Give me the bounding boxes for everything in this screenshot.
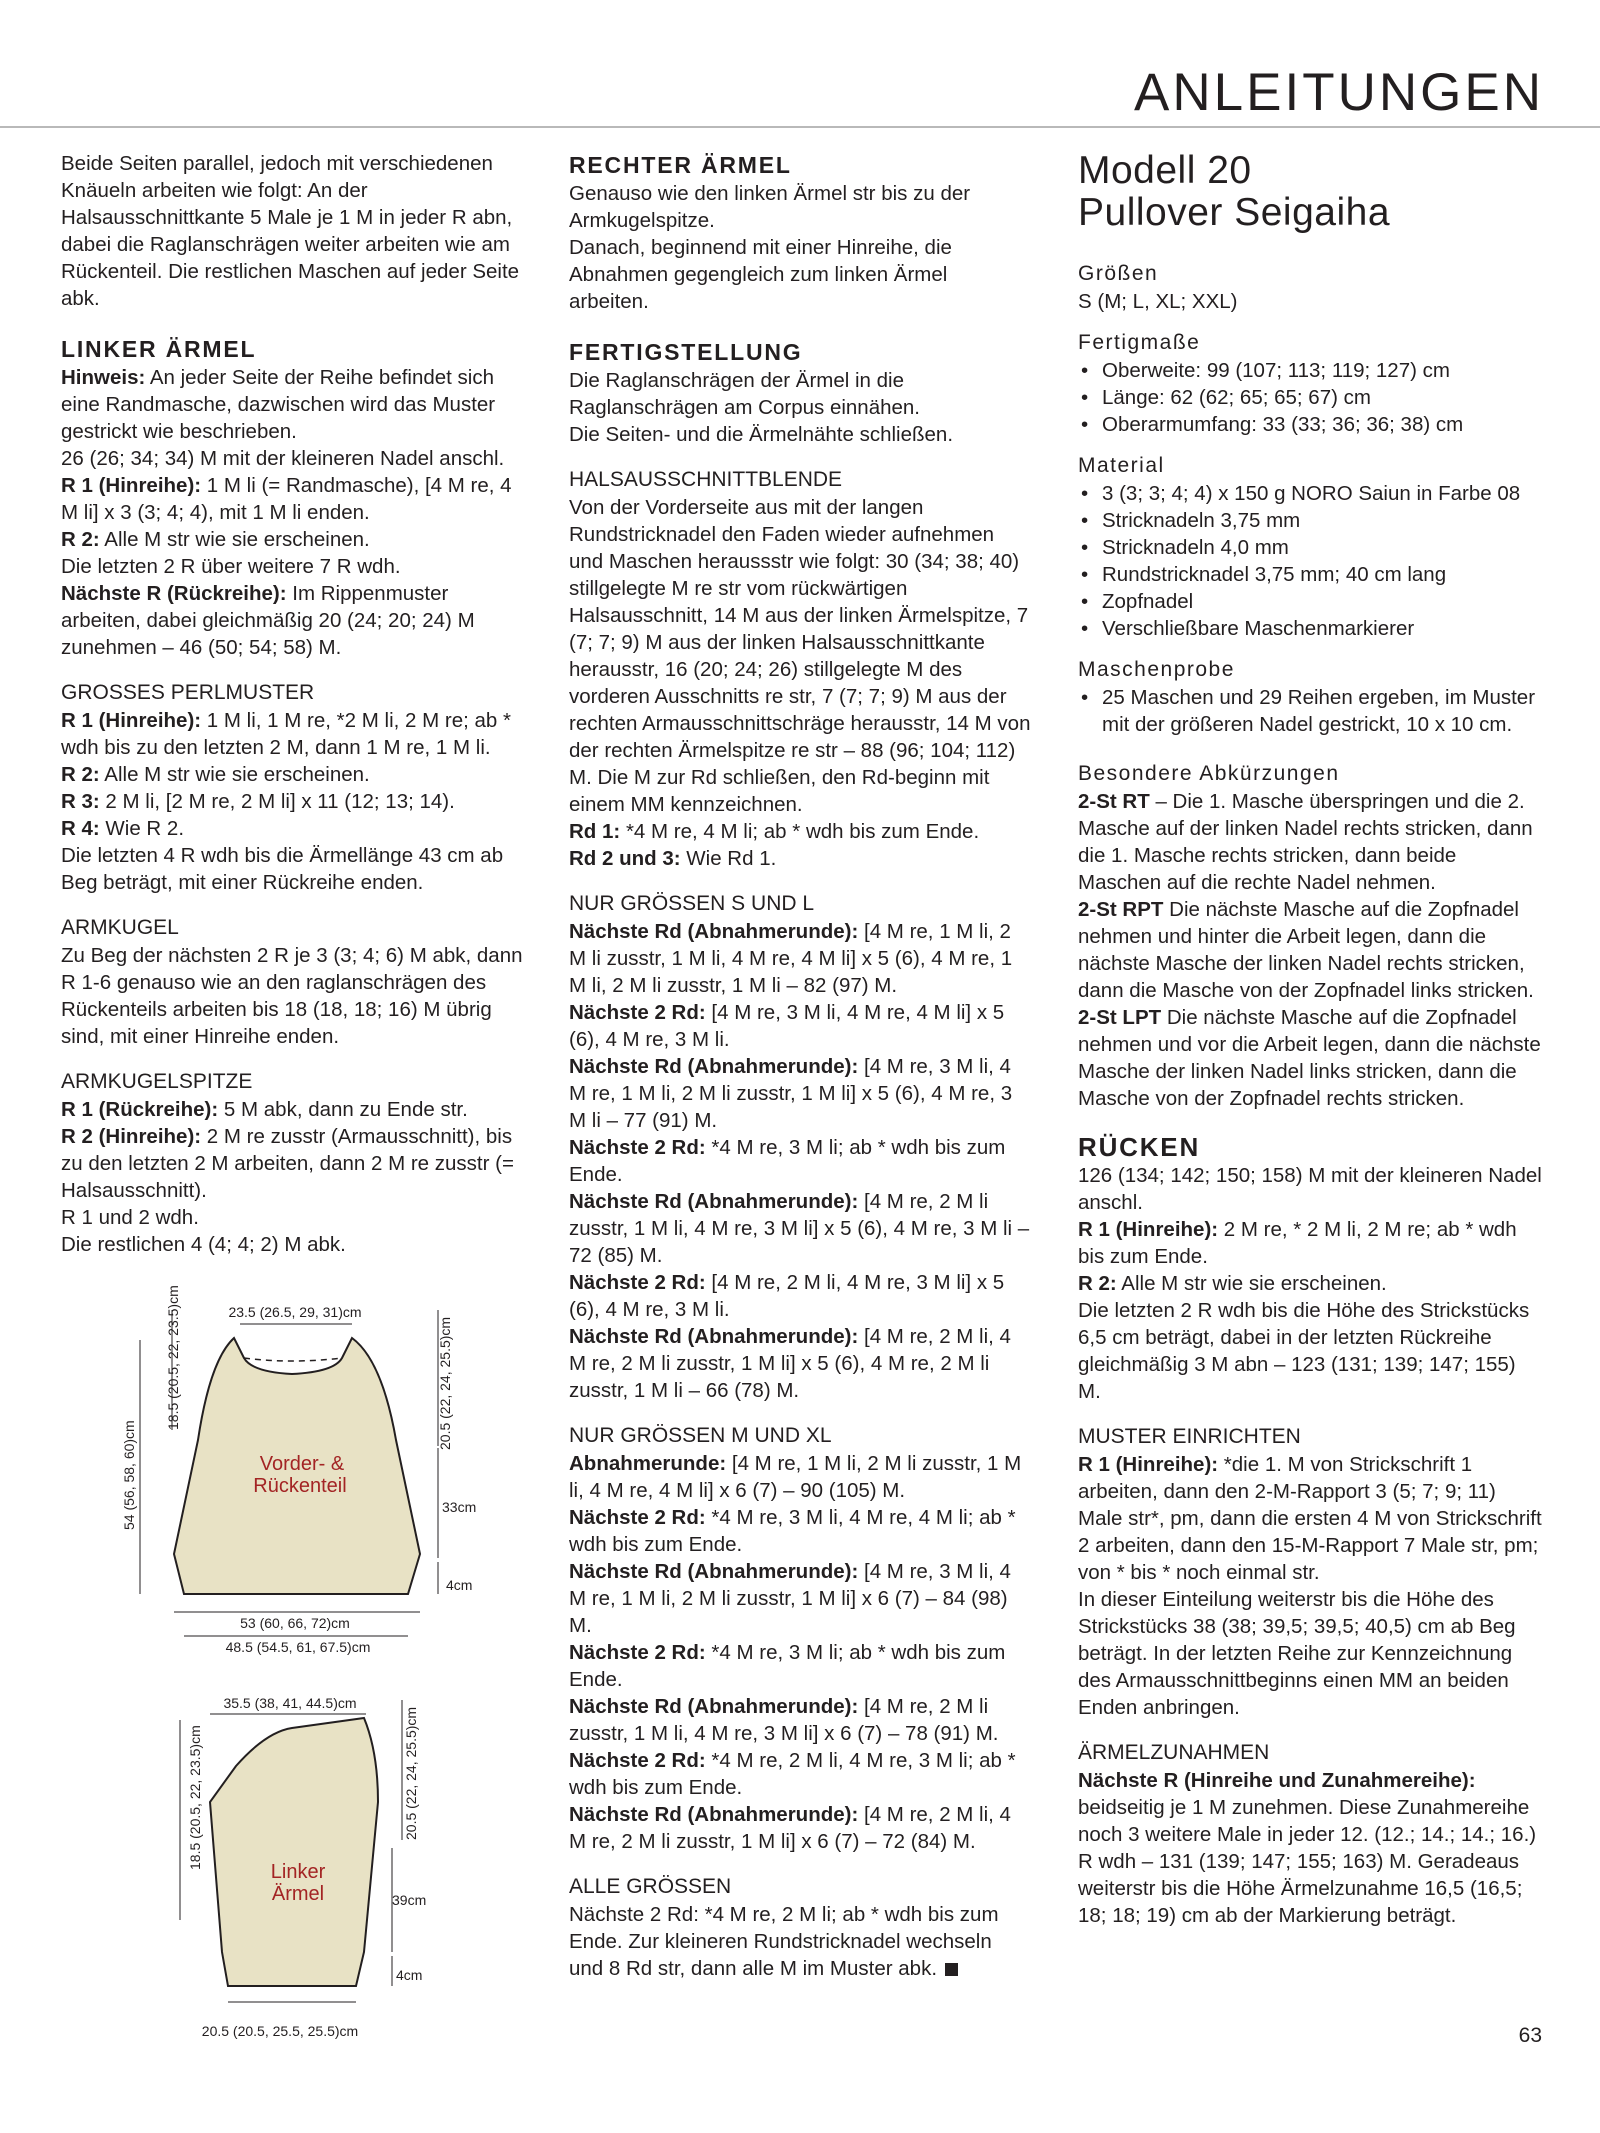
sleeve-label-1: Linker [270,1861,326,1883]
ruecken-repeat: Die letzten 2 R wdh bis die Höhe des Strickstücks 6,5 cm beträgt, dabei in der letzten Rückreihe gleichmäßig 3 M abn – 123 (131; 139; 147; 155) M. [1078,1299,1530,1403]
zunahme-text [1078,1767,1544,1929]
abk-text: Die nächste Masche auf die Zopfnadel nehmen und hinter die Arbeit legen, dann die nächste Masche der linken Nadel rechts stricken, dann die Masche von der Zopfnadel links stricken. [1078,898,1534,1002]
perl-repeat: Die letzten 4 R wdh bis die Ärmellänge 43 cm ab Beg beträgt, mit einer Rückreihe enden. [61,844,504,894]
row-label: R 1 (Hinreihe): [1078,1218,1219,1241]
row-label: Abnahmerunde: [569,1452,727,1475]
rd-2-3 [569,845,1031,872]
row-label: R 2 (Hinreihe): [61,1125,202,1148]
row-text: Wie R 2. [99,817,185,840]
muster-row-1 [1078,1451,1544,1586]
list-item: • Zopfnadel [1078,588,1544,615]
row-text: [4 M re, 3 M li, 4 M re, 4 M li] x 5 (6), 4 M re, 3 M li. [569,1001,1005,1051]
mxl-row [569,1558,1031,1639]
list-item: • Rundstricknadel 3,75 mm; 40 cm lang [1078,561,1544,588]
row-text: *4 M re, 3 M li; ab * wdh bis zum Ende. [569,1136,1006,1186]
row-label: R 2: [1078,1272,1117,1295]
row-label: Rd 2 und 3: [569,847,681,870]
sl-row [569,1134,1031,1188]
row-label: Nächste Rd (Abnahmerunde): [569,1560,859,1583]
muster-einrichten-heading: MUSTER EINRICHTEN [1078,1425,1301,1448]
row-label: R 1 (Rückreihe): [61,1098,219,1121]
abk-item [1078,1004,1544,1112]
list-item: • Stricknadeln 3,75 mm [1078,507,1544,534]
abk-item [1078,788,1544,896]
spitze-repeat: R 1 und 2 wdh. [61,1206,199,1229]
row-text: 5 M abk, dann zu Ende str. [218,1098,468,1121]
width-measure: 53 (60, 66, 72)cm [240,1615,350,1631]
ruecken-heading: RÜCKEN [1078,1132,1201,1162]
sl-row [569,999,1031,1053]
sleeve-rib-measure: 4cm [396,1967,423,1983]
fertig-text-2: Die Seiten- und die Ärmelnähte schließen. [569,423,954,446]
sleeve-schematic [170,1690,470,2050]
side-measure: 33cm [442,1499,477,1515]
row-text: 2 M li, [2 M re, 2 M li] x 11 (12; 13; 14). [99,790,455,813]
row-text: [4 M re, 2 M li zusstr, 1 M li, 4 M re, 3 M li] x 6 (7) – 78 (91) M. [569,1695,999,1745]
row-text: *4 M re, 3 M li, 4 M re, 4 M li; ab * wdh bis zum Ende. [569,1506,1016,1556]
sl-row [569,1053,1031,1134]
rib-measure: 4cm [446,1577,473,1593]
abkuerzungen-heading: Besondere Abkürzungen [1078,762,1340,785]
sl-row [569,918,1031,999]
perlmuster-heading: GROSSES PERLMUSTER [61,681,315,704]
column-right [1078,150,1544,1929]
row-text: 2 M re, * 2 M li, 2 M re; ab * wdh bis zum Ende. [1078,1218,1517,1268]
fertigmasse-list [1078,357,1544,438]
row-text: *4 M re, 3 M li; ab * wdh bis zum Ende. [569,1641,1006,1691]
row-label: Nächste 2 Rd: [569,1749,706,1772]
rechter-text-1: Genauso wie den linken Ärmel str bis zu der Armkugelspitze. [569,182,971,232]
sleeve-label-2: Ärmel [271,1883,325,1905]
row-label: Rd 1: [569,820,621,843]
rechter-aermel-heading: RECHTER ÄRMEL [569,152,792,178]
list-item: • Länge: 62 (62; 65; 65; 67) cm [1078,384,1544,411]
list-item: • 25 Maschen und 29 Reihen ergeben, im Muster mit der größeren Nadel gestrickt, 10 x 10 cm. [1078,684,1544,738]
next-row [61,580,523,661]
body-schematic [120,1285,477,1660]
row-text: 1 M li, 1 M re, *2 M li, 2 M re; ab * wdh bis zu den letzten 2 M, dann 1 M re, 1 M li. [61,709,511,759]
row-label: Nächste 2 Rd: [569,1506,706,1529]
mxl-row [569,1504,1031,1558]
aermelzunahmen-heading: ÄRMELZUNAHMEN [1078,1741,1270,1764]
abk-label: 2-St RT [1078,790,1150,813]
groessen-text: S (M; L, XL; XXL) [1078,290,1238,313]
perl-row-4 [61,815,523,842]
armkugel-heading: ARMKUGEL [61,916,179,939]
mxl-row [569,1747,1031,1801]
sleeve-top-measure: 35.5 (38, 41, 44.5)cm [223,1695,357,1711]
abk-label: 2-St LPT [1078,1006,1162,1029]
header-rule [0,126,1600,128]
alle-text-content: Nächste 2 Rd: *4 M re, 2 M li; ab * wdh bis zum Ende. Zur kleineren Rundstricknadel wechseln und 8 Rd str, dann alle M im Muster abk. [569,1903,999,1980]
hinweis-text: An jeder Seite der Reihe befindet sich eine Randmasche, dazwischen wird das Muster gestrickt wie beschrieben. [61,366,496,443]
row-text: beidseitig je 1 M zunehmen. Diese Zunahmereihe noch 3 weitere Male in jeder 12. (12.; 14.; 14.; 16.) R wdh – 131 (139; 147; 155; 163) M. Geradeaus weiterstr bis die Höhe Ärmelzunahme 16,5 (16,5; 18; 18; 19) cm ab der Markierung beträgt. [1078,1796,1537,1927]
rd-1 [569,818,1031,845]
row-text: [4 M re, 2 M li zusstr, 1 M li, 4 M re, 3 M li] x 5 (6), 4 M re, 3 M li – 72 (85) M. [569,1190,1030,1267]
section-title: ANLEITUNGEN [1134,63,1544,122]
row-label: R 2: [61,763,100,786]
model-name: Pullover Seigaiha [1078,191,1391,234]
row-label: Nächste R (Rückreihe): [61,582,287,605]
alle-groessen-heading: ALLE GRÖSSEN [569,1875,732,1898]
row-label: Nächste Rd (Abnahmerunde): [569,1803,859,1826]
row-text: Alle M str wie sie erscheinen. [1116,1272,1387,1295]
row-text: [4 M re, 1 M li, 2 M li zusstr, 1 M li, 4 M re, 4 M li] x 5 (6), 4 M re, 1 M li, 2 M li zusstr, 1 M li – 82 (97) M. [569,920,1013,997]
row-label: Nächste Rd (Abnahmerunde): [569,1695,859,1718]
sleeve-left-measure: 18.5 (20.5, 22, 23.5)cm [187,1725,203,1870]
halsausschnittblende-heading: HALSAUSSCHNITTBLENDE [569,468,843,491]
list-item: • 3 (3; 3; 4; 4) x 150 g NORO Saiun in Farbe 08 [1078,480,1544,507]
end-square-icon [945,1963,958,1976]
perl-row-2 [61,761,523,788]
fertigmasse-heading: Fertigmaße [1078,331,1201,354]
column-left [61,150,523,1258]
perl-row-1 [61,707,523,761]
groessen-heading: Größen [1078,262,1159,285]
armkugel-text: Zu Beg der nächsten 2 R je 3 (3; 4; 6) M abk, dann R 1-6 genauso wie an den raglanschrägen des Rückenteils arbeiten bis 18 (18, 18; 16) M übrig sind, mit einer Hinreihe enden. [61,944,523,1048]
mxl-row [569,1450,1031,1504]
column-middle [569,150,1031,1982]
ruecken-row-2 [1078,1270,1544,1297]
mxl-row [569,1801,1031,1855]
row-label: Nächste 2 Rd: [569,1641,706,1664]
ruecken-cast-on: 126 (134; 142; 150; 158) M mit der kleineren Nadel anschl. [1078,1164,1542,1214]
sl-row [569,1188,1031,1269]
abk-label: 2-St RPT [1078,898,1164,921]
material-list [1078,480,1544,642]
raglan-left-measure: 18.5 (20.5, 22, 23.5)cm [165,1285,181,1430]
total-height-measure: 54 (56, 58, 60)cm [121,1420,137,1530]
row-text: [4 M re, 1 M li, 2 M li zusstr, 1 M li, 4 M re, 4 M li] x 6 (7) – 90 (105) M. [569,1452,1022,1502]
spitze-row-2 [61,1123,523,1204]
hem-measure: 48.5 (54.5, 61, 67.5)cm [225,1639,371,1655]
material-heading: Material [1078,454,1165,477]
list-item: • Verschließbare Maschenmarkierer [1078,615,1544,642]
perl-row-3 [61,788,523,815]
neckline-dashed [244,1358,342,1361]
row-text: Im Rippenmuster arbeiten, dabei gleichmäßig 20 (24; 20; 24) M zunehmen – 46 (50; 54; 58) M. [61,582,475,659]
hals-text: Von der Vorderseite aus mit der langen Rundstricknadel den Faden wieder aufnehmen und Maschen heraussstr wie folgt: 30 (34; 38; 40) stillgelegte M re str vom rückwärtigen Halsausschnitt, 14 M aus der linken Ärmelspitze, 7 (7; 7; 9) M aus der linken Halsausschnittkante herausstr, 16 (20; 24; 26) stillgelegte M des vorderen Ausschnitts re str, 7 (7; 7; 9) M aus der rechten Armausschnittschräge herausstr, 14 M von der rechten Ärmelspitze re str – 88 (96; 104; 112) M. Die M zur Rd schließen, den Rd-beginn mit einem MM kennzeichnen. [569,496,1031,816]
ruecken-row-1 [1078,1216,1544,1270]
spitze-row-1 [61,1096,523,1123]
row-text: *die 1. M von Strickschrift 1 arbeiten, dann den 2-M-Rapport 3 (5; 7; 9; 11) Male str*, pm, dann die ersten 4 M von Strickschrift 2 arbeiten, dann den 15-M-Rapport 7 Male str, pm; von * bis * noch einmal str. [1078,1453,1542,1584]
row-label: Nächste Rd (Abnahmerunde): [569,1325,859,1348]
row-text: Alle M str wie sie erscheinen. [99,763,370,786]
row-label: R 3: [61,790,100,813]
sleeve-length-measure: 39cm [392,1892,427,1908]
body-label-2: Rückenteil [253,1475,347,1497]
mxl-row [569,1693,1031,1747]
mxl-row [569,1639,1031,1693]
row-label: Nächste 2 Rd: [569,1001,706,1024]
sleeve-cuff-measure: 20.5 (20.5, 25.5, 25.5)cm [201,2023,359,2039]
groessen-s-l-heading: NUR GRÖSSEN S UND L [569,892,815,915]
intro-text: Beide Seiten parallel, jedoch mit verschiedenen Knäueln arbeiten wie folgt: An der Halsausschnittkante 5 Male je 1 M in jeder R abn, dabei die Raglanschrägen weiter arbeiten wie am Rückenteil. Die restlichen Maschen auf jeder Seite abk. [61,152,520,310]
hinweis-paragraph [61,364,523,445]
row-text: [4 M re, 3 M li, 4 M re, 1 M li, 2 M li zusstr, 1 M li] x 5 (6), 4 M re, 3 M li – 77 (91) M. [569,1055,1013,1132]
row-1 [61,472,523,526]
sleeve-right-measure: 20.5 (22, 24, 25.5)cm [403,1706,419,1840]
row-text: Wie Rd 1. [680,847,777,870]
model-number: Modell 20 [1078,149,1252,192]
abk-text: Die nächste Masche auf die Zopfnadel nehmen und vor die Arbeit legen, dann die nächste Masche der linken Nadel links stricken, dann die Masche von der Zopfnadel rechts stricken. [1078,1006,1541,1110]
raglan-right-measure: 20.5 (22, 24, 25.5)cm [437,1316,453,1450]
row-text: *4 M re, 2 M li, 4 M re, 3 M li; ab * wdh bis zum Ende. [569,1749,1016,1799]
row-label: Nächste Rd (Abnahmerunde): [569,920,859,943]
row-label: R 2: [61,528,100,551]
repeat-text: Die letzten 2 R über weitere 7 R wdh. [61,555,401,578]
row-2 [61,526,523,553]
row-label: R 4: [61,817,100,840]
hinweis-label: Hinweis: [61,366,146,389]
alle-text [569,1901,1031,1982]
abk-text: – Die 1. Masche überspringen und die 2. Masche auf der linken Nadel rechts stricken, dann die 1. Masche rechts stricken, dann beide Maschen auf die rechte Nadel nehmen. [1078,790,1533,894]
row-label: Nächste 2 Rd: [569,1271,706,1294]
fertigstellung-heading: FERTIGSTELLUNG [569,339,803,365]
sl-row [569,1323,1031,1404]
row-label: Nächste Rd (Abnahmerunde): [569,1055,859,1078]
row-label: R 1 (Hinreihe): [1078,1453,1219,1476]
row-label: Nächste Rd (Abnahmerunde): [569,1190,859,1213]
sleeve-shape [210,1718,378,1986]
list-item: • Oberarmumfang: 33 (33; 36; 36; 38) cm [1078,411,1544,438]
maschenprobe-list [1078,684,1544,738]
row-label: R 1 (Hinreihe): [61,709,202,732]
body-label-1: Vorder- & [259,1453,345,1475]
row-text: [4 M re, 2 M li, 4 M re, 2 M li zusstr, 1 M li] x 6 (7) – 72 (84) M. [569,1803,1011,1853]
abk-item [1078,896,1544,1004]
row-text: [4 M re, 2 M li, 4 M re, 2 M li zusstr, 1 M li] x 5 (6), 4 M re, 2 M li zusstr, 1 M li – 66 (78) M. [569,1325,1011,1402]
row-label: R 1 (Hinreihe): [61,474,202,497]
maschenprobe-heading: Maschenprobe [1078,658,1235,681]
sl-row [569,1269,1031,1323]
row-text: 2 M re zusstr (Armausschnitt), bis zu den letzten 2 M arbeiten, dann 2 M re zusstr (= Halsausschnitt). [61,1125,514,1202]
page-number: 63 [1518,2024,1542,2047]
armkugelspitze-heading: ARMKUGELSPITZE [61,1070,253,1093]
spitze-rest: Die restlichen 4 (4; 4; 2) M abk. [61,1233,346,1256]
row-text: [4 M re, 2 M li, 4 M re, 3 M li] x 5 (6), 4 M re, 3 M li. [569,1271,1005,1321]
row-label: Nächste 2 Rd: [569,1136,706,1159]
row-text: [4 M re, 3 M li, 4 M re, 1 M li, 2 M li zusstr, 1 M li] x 6 (7) – 84 (98) M. [569,1560,1011,1637]
row-text: Alle M str wie sie erscheinen. [99,528,370,551]
cast-on-text: 26 (26; 34; 34) M mit der kleineren Nadel anschl. [61,447,505,470]
fertig-text-1: Die Raglanschrägen der Ärmel in die Raglanschrägen am Corpus einnähen. [569,369,921,419]
rechter-text-2: Danach, beginnend mit einer Hinreihe, die Abnahmen gegengleich zum linken Ärmel arbeiten. [569,236,952,313]
groessen-m-xl-heading: NUR GRÖSSEN M UND XL [569,1424,832,1447]
list-item: • Stricknadeln 4,0 mm [1078,534,1544,561]
row-text: *4 M re, 4 M li; ab * wdh bis zum Ende. [620,820,980,843]
linker-aermel-heading: LINKER ÄRMEL [61,336,257,362]
list-item: • Oberweite: 99 (107; 113; 119; 127) cm [1078,357,1544,384]
muster-text: In dieser Einteilung weiterstr bis die Höhe des Strickstücks 38 (38; 39,5; 39,5; 40,5) cm ab Beg beträgt. In der letzten Reihe zur Kennzeichnung des Armausschnittbeginns einen MM an beiden Enden anbringen. [1078,1588,1516,1719]
row-label: Nächste R (Hinreihe und Zunahmereihe): [1078,1769,1476,1792]
top-measure: 23.5 (26.5, 29, 31)cm [228,1304,362,1320]
row-text: 1 M li (= Randmasche), [4 M re, 4 M li] x 3 (3; 4; 4), mit 1 M li enden. [61,474,512,524]
